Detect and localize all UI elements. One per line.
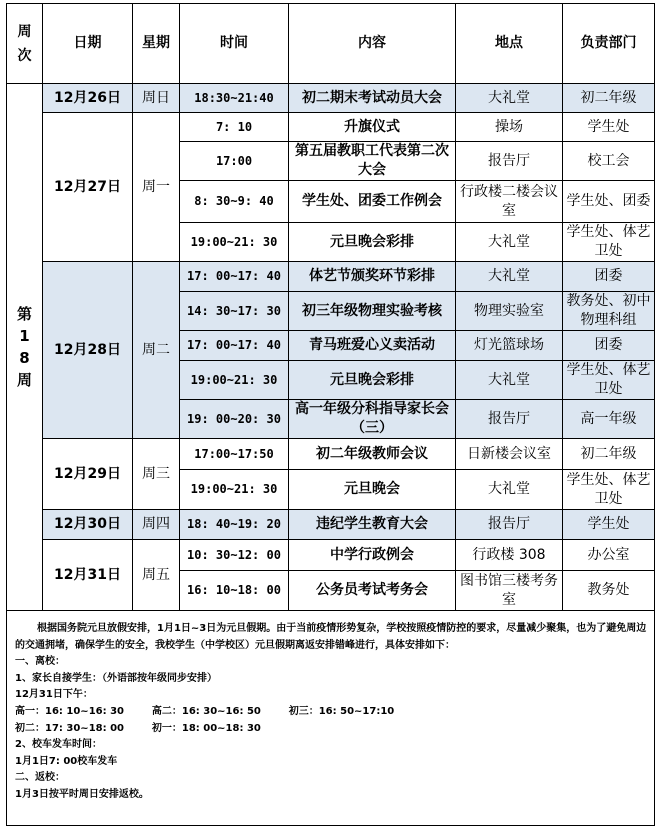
header-week xyxy=(7,4,43,84)
week-cell xyxy=(7,84,43,611)
time-cell: 18: 40~19: 20 xyxy=(180,510,289,540)
notes-row xyxy=(7,611,655,826)
location-cell: 日新楼会议室 xyxy=(456,439,563,470)
header-department: 负责部门 xyxy=(563,4,655,84)
department-cell: 教务处、初中物理科组 xyxy=(563,292,655,331)
schedule-table xyxy=(6,3,655,826)
date-cell: 12月27日 xyxy=(43,113,133,262)
time-cell: 19:00~21: 30 xyxy=(180,223,289,262)
department-cell: 学生处、体艺卫处 xyxy=(563,361,655,400)
notes-intro: 根据国务院元旦放假安排，1月1日~3日为元旦假期。由于当前疫情形势复杂，学校按照疫情防控的要求，尽量减少聚集，也为了避免周边的交通拥堵，确保学生的安全，我校学生（中学校区）元旦假期离返安排错峰进行，具体安排如下： xyxy=(15,623,647,651)
content-cell: 初三年级物理实验考核 xyxy=(289,292,456,331)
content-cell: 青马班爱心义卖活动 xyxy=(289,331,456,361)
department-cell: 初二年级 xyxy=(563,439,655,470)
time-cell: 7: 10 xyxy=(180,113,289,142)
department-cell: 学生处、体艺卫处 xyxy=(563,223,655,262)
location-cell: 行政楼二楼会议室 xyxy=(456,181,563,223)
content-cell: 初二期末考试动员大会 xyxy=(289,84,456,113)
time-cell: 17:00 xyxy=(180,142,289,181)
location-cell: 报告厅 xyxy=(456,510,563,540)
department-cell: 初二年级 xyxy=(563,84,655,113)
weekday-cell: 周四 xyxy=(133,510,180,540)
notes-line: 2、校车发车时间： xyxy=(15,739,102,751)
notes-line: 初二：17: 30~18: 00 初一：18: 00~18: 30 xyxy=(15,722,261,734)
time-cell: 17: 00~17: 40 xyxy=(180,331,289,361)
content-cell: 体艺节颁奖环节彩排 xyxy=(289,262,456,292)
location-cell: 灯光篮球场 xyxy=(456,331,563,361)
time-cell: 18:30~21:40 xyxy=(180,84,289,113)
location-cell: 大礼堂 xyxy=(456,262,563,292)
header-content: 内容 xyxy=(289,4,456,84)
week-label: 第18周 xyxy=(16,305,32,389)
header-row xyxy=(7,4,655,84)
schedule-sheet xyxy=(6,3,654,826)
date-cell: 12月26日 xyxy=(43,84,133,113)
content-cell: 高一年级分科指导家长会（三） xyxy=(289,400,456,439)
department-cell: 办公室 xyxy=(563,540,655,571)
date-cell: 12月31日 xyxy=(43,540,133,611)
department-cell: 学生处 xyxy=(563,113,655,142)
notes-line: 1月1日7: 00校车发车 xyxy=(15,755,118,767)
weekday-cell: 周五 xyxy=(133,540,180,611)
department-cell: 教务处 xyxy=(563,571,655,611)
time-cell: 16: 10~18: 00 xyxy=(180,571,289,611)
notes-lines xyxy=(15,654,648,803)
time-cell: 8: 30~9: 40 xyxy=(180,181,289,223)
notes-line: 高一：16: 10~16: 30 高二：16: 30~16: 50 初三：16: 50~17:10 xyxy=(15,705,395,717)
schedule-row xyxy=(7,262,655,292)
content-cell: 中学行政例会 xyxy=(289,540,456,571)
content-cell: 元旦晚会彩排 xyxy=(289,223,456,262)
department-cell: 高一年级 xyxy=(563,400,655,439)
department-cell: 学生处 xyxy=(563,510,655,540)
location-cell: 图书馆三楼考务室 xyxy=(456,571,563,611)
header-time: 时间 xyxy=(180,4,289,84)
weekday-cell: 周一 xyxy=(133,113,180,262)
header-date: 日期 xyxy=(43,4,133,84)
notes-cell xyxy=(7,611,655,826)
time-cell: 14: 30~17: 30 xyxy=(180,292,289,331)
time-cell: 19: 00~20: 30 xyxy=(180,400,289,439)
location-cell: 大礼堂 xyxy=(456,470,563,510)
content-cell: 违纪学生教育大会 xyxy=(289,510,456,540)
date-cell: 12月29日 xyxy=(43,439,133,510)
schedule-row xyxy=(7,84,655,113)
header-weekday: 星期 xyxy=(133,4,180,84)
schedule-row xyxy=(7,510,655,540)
notes-line: 二、返校： xyxy=(15,772,65,784)
content-cell: 学生处、团委工作例会 xyxy=(289,181,456,223)
time-cell: 17:00~17:50 xyxy=(180,439,289,470)
location-cell: 大礼堂 xyxy=(456,84,563,113)
weekday-cell: 周日 xyxy=(133,84,180,113)
time-cell: 17: 00~17: 40 xyxy=(180,262,289,292)
department-cell: 学生处、团委 xyxy=(563,181,655,223)
location-cell: 大礼堂 xyxy=(456,223,563,262)
schedule-body xyxy=(7,84,655,611)
location-cell: 报告厅 xyxy=(456,142,563,181)
location-cell: 报告厅 xyxy=(456,400,563,439)
header-week-text: 周次 xyxy=(17,23,32,64)
header-location: 地点 xyxy=(456,4,563,84)
department-cell: 团委 xyxy=(563,331,655,361)
location-cell: 大礼堂 xyxy=(456,361,563,400)
department-cell: 团委 xyxy=(563,262,655,292)
date-cell: 12月28日 xyxy=(43,262,133,439)
department-cell: 学生处、体艺卫处 xyxy=(563,470,655,510)
location-cell: 物理实验室 xyxy=(456,292,563,331)
content-cell: 初二年级教师会议 xyxy=(289,439,456,470)
location-cell: 操场 xyxy=(456,113,563,142)
time-cell: 10: 30~12: 00 xyxy=(180,540,289,571)
notes-line: 12月31日下午： xyxy=(15,689,93,701)
weekday-cell: 周二 xyxy=(133,262,180,439)
schedule-row xyxy=(7,540,655,571)
schedule-row xyxy=(7,439,655,470)
notes-line: 1、家长自接学生：（外语部按年级同步安排） xyxy=(15,672,217,684)
schedule-row xyxy=(7,113,655,142)
time-cell: 19:00~21: 30 xyxy=(180,361,289,400)
content-cell: 公务员考试考务会 xyxy=(289,571,456,611)
notes-line: 一、离校： xyxy=(15,656,65,668)
weekday-cell: 周三 xyxy=(133,439,180,510)
content-cell: 元旦晚会 xyxy=(289,470,456,510)
location-cell: 行政楼 308 xyxy=(456,540,563,571)
date-cell: 12月30日 xyxy=(43,510,133,540)
content-cell: 元旦晚会彩排 xyxy=(289,361,456,400)
notes-line: 1月3日按平时周日安排返校。 xyxy=(15,788,149,800)
department-cell: 校工会 xyxy=(563,142,655,181)
time-cell: 19:00~21: 30 xyxy=(180,470,289,510)
content-cell: 第五届教职工代表第二次大会 xyxy=(289,142,456,181)
content-cell: 升旗仪式 xyxy=(289,113,456,142)
